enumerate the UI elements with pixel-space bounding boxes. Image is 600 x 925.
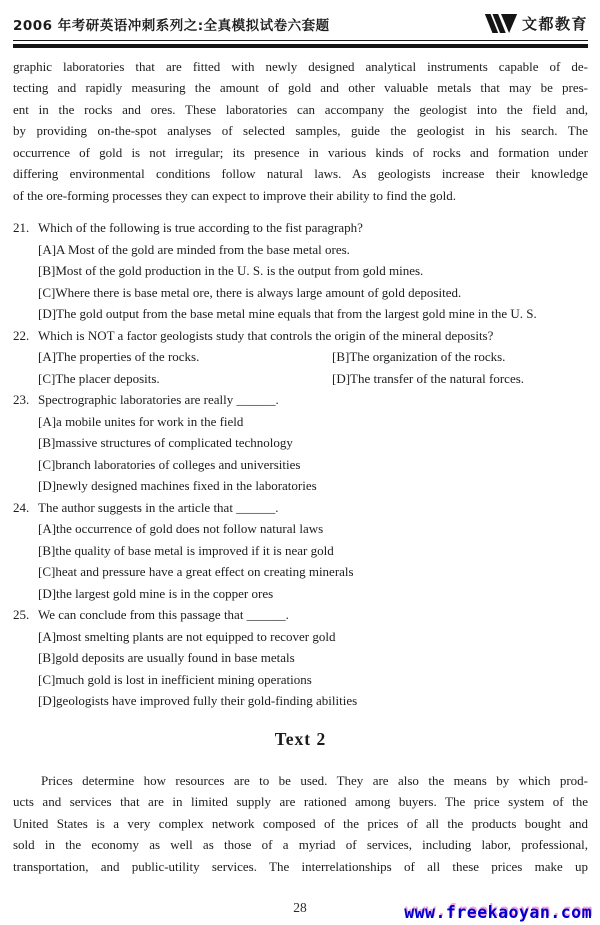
option-text: branch laboratories of colleges and universities <box>55 456 301 472</box>
option-label: [A] <box>38 628 57 644</box>
option-text: most smelting plants are not equipped to recover gold <box>56 628 336 644</box>
question-number: 22. <box>13 327 30 343</box>
option-label: [D] <box>38 693 57 708</box>
question-stem-text: Spectrographic laboratories are really ______. <box>38 392 279 407</box>
option-text: the largest gold mine is in the copper ores <box>56 585 274 601</box>
question-stem-text: Which is NOT a factor geologists study that controls the origin of the mineral deposits? <box>38 327 494 343</box>
option-a <box>38 346 332 368</box>
option-text: massive structures of complicated technology <box>55 435 293 450</box>
option-d <box>38 690 588 712</box>
question-25 <box>13 604 588 712</box>
question-number: 21. <box>13 220 30 235</box>
brand-name: 文都教育 <box>521 15 588 33</box>
option-text: geologists have improved fully their gold-finding abilities <box>56 693 358 708</box>
question-stem <box>13 604 588 626</box>
question-stem-text: We can conclude from this passage that ______. <box>38 607 289 622</box>
option-c <box>38 561 588 583</box>
header-title: 2006 年考研英语冲刺系列之:全真模拟试卷六套题 <box>13 18 330 34</box>
option-label: [C] <box>38 456 56 472</box>
passage-line: differing environmental conditions follow natural laws. As geologists increase their knowledge <box>13 166 588 181</box>
option-label: [D] <box>38 585 57 601</box>
passage-line: graphic laboratories that are fitted with newly designed analytical instruments capable of de- <box>13 58 588 74</box>
option-c <box>38 282 588 304</box>
option-group <box>38 626 588 712</box>
page-header <box>13 13 588 34</box>
option-c <box>38 454 588 476</box>
question-24 <box>13 497 588 605</box>
passage-line: tecting and rapidly measuring the amount of gold and other valuable metals that may be pres- <box>13 80 588 95</box>
option-text: The properties of the rocks. <box>56 349 200 364</box>
question-stem-text: Which of the following is true according to the fist paragraph? <box>38 220 363 235</box>
passage-line: ucts and services that are in limited supply are rationed among buyers. The price system of the <box>13 794 588 809</box>
passage-line: of the ore-forming processes they can expect to improve their ability to find the gold. <box>13 187 456 203</box>
question-stem <box>13 389 588 411</box>
question-number: 24. <box>13 499 30 515</box>
option-text: much gold is lost in inefficient mining operations <box>55 671 312 687</box>
question-stem-text: The author suggests in the article that ______. <box>38 499 279 515</box>
option-d <box>38 475 588 497</box>
reading-passage-2 <box>13 770 588 878</box>
section-heading-text-2: Text 2 <box>274 728 327 749</box>
option-text: The placer deposits. <box>55 370 160 386</box>
option-b <box>38 647 588 669</box>
option-label: [C] <box>38 370 56 386</box>
option-label: [D] <box>38 306 57 321</box>
option-text: a mobile unites for work in the field <box>56 413 244 429</box>
option-label: [B] <box>38 435 56 450</box>
option-a <box>38 411 588 433</box>
question-number: 25. <box>13 607 30 622</box>
option-label: [D] <box>38 478 57 493</box>
option-text: A Most of the gold are minded from the base metal ores. <box>56 241 350 257</box>
question-stem <box>13 325 588 347</box>
option-label: [B] <box>38 650 56 665</box>
option-text: newly designed machines fixed in the laboratories <box>56 478 317 493</box>
option-d <box>332 368 588 390</box>
option-label: [B] <box>332 349 350 364</box>
option-text: gold deposits are usually found in base metals <box>55 650 295 665</box>
option-text: Where there is base metal ore, there is always large amount of gold deposited. <box>55 284 462 300</box>
passage-line: ent in the rocks and ores. These laboratories can accompany the geologist into the field and, <box>13 101 588 117</box>
option-a <box>38 626 588 648</box>
option-group <box>38 411 588 497</box>
reading-passage-1 <box>13 56 588 207</box>
option-b <box>38 260 588 282</box>
option-a <box>38 239 588 261</box>
option-text: Most of the gold production in the U. S. is the output from gold mines. <box>55 263 424 278</box>
option-label: [A] <box>38 241 57 257</box>
option-label: [A] <box>38 521 57 536</box>
option-text: the quality of base metal is improved if it is near gold <box>55 542 334 558</box>
option-d <box>38 583 588 605</box>
question-stem <box>13 497 588 519</box>
option-group <box>38 346 588 389</box>
option-label: [B] <box>38 263 56 278</box>
question-number: 23. <box>13 392 30 407</box>
question-list <box>13 217 588 712</box>
option-text: The organization of the rocks. <box>349 349 506 364</box>
header-divider <box>13 40 588 48</box>
option-label: [B] <box>38 542 56 558</box>
passage-line: sold in the economy as well as those of a myriad of services, including labor, professional, <box>13 837 588 852</box>
passage-line: by providing on-the-spot analyses of selected samples, guide the geologist in his search. The <box>13 123 588 138</box>
option-label: [C] <box>38 671 56 687</box>
option-label: [C] <box>38 284 56 300</box>
wendu-w-logo-icon <box>484 14 518 33</box>
option-label: [A] <box>38 413 57 429</box>
question-21 <box>13 217 588 325</box>
page-number: 28 <box>293 900 307 915</box>
question-23 <box>13 389 588 497</box>
question-stem <box>13 217 588 239</box>
option-text: heat and pressure have a great effect on creating minerals <box>55 564 354 579</box>
option-group <box>38 518 588 604</box>
option-label: [C] <box>38 564 56 579</box>
passage-line: Prices determine how resources are to be used. They are also the means by which prod- <box>41 772 588 788</box>
passage-line: United States is a very complex network composed of the prices of all the products bought and <box>13 815 588 831</box>
option-c <box>38 368 332 390</box>
option-c <box>38 669 588 691</box>
option-text: the occurrence of gold does not follow natural laws <box>56 521 324 536</box>
passage-line: occurrence of gold is not irregular; its presence in various kinds of rocks and formation under <box>13 144 588 160</box>
option-b <box>38 432 588 454</box>
option-b <box>38 540 588 562</box>
option-d <box>38 303 588 325</box>
option-label: [D] <box>332 370 351 386</box>
option-label: [A] <box>38 349 57 364</box>
option-text: The transfer of the natural forces. <box>350 370 525 386</box>
option-text: The gold output from the base metal mine equals that from the largest gold mine in the U. S. <box>56 306 537 321</box>
freekaoyan-watermark-link[interactable]: www.freekaoyan.com <box>404 903 592 922</box>
option-a <box>38 518 588 540</box>
passage-line: transportation, and public-utility services. The interrelationships of all these prices make up <box>13 858 588 874</box>
option-group <box>38 239 588 325</box>
question-22 <box>13 325 588 390</box>
option-b <box>332 346 588 368</box>
wendu-logo <box>484 13 588 34</box>
